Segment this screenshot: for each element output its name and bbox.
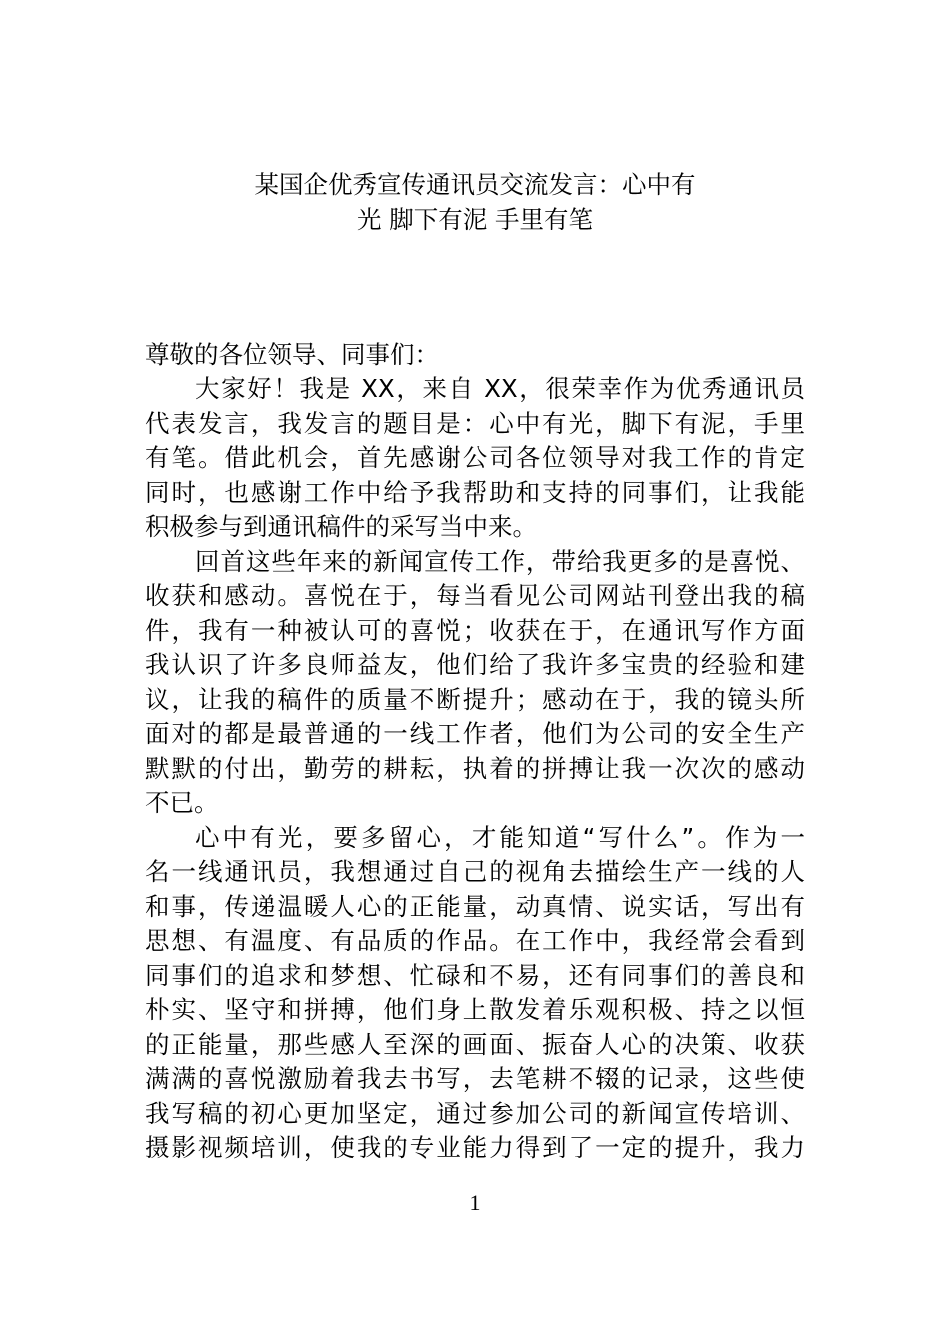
- paragraph-line: 同时，也感谢工作中给予我帮助和支持的同事们，让我能: [145, 477, 805, 507]
- paragraph-line: 不已。: [145, 788, 219, 817]
- paragraph-line: 名一线通讯员，我想通过自己的视角去描绘生产一线的人: [145, 857, 805, 886]
- paragraph-line: 和事，传递温暖人心的正能量，动真情、说实话，写出有: [145, 891, 805, 921]
- paragraph-line: 同事们的追求和梦想、忙碌和不易，还有同事们的善良和: [145, 960, 805, 990]
- paragraph-line: 面对的都是最普通的一线工作者，他们为公司的安全生产: [145, 719, 805, 748]
- document-title: [145, 168, 805, 237]
- paragraph-line: 议，让我的稿件的质量不断提升；感动在于，我的镜头所: [145, 684, 805, 714]
- paragraph-line: 收获和感动。喜悦在于，每当看见公司网站刊登出我的稿: [145, 581, 805, 610]
- document-body: [145, 372, 805, 1166]
- paragraph-1: [145, 372, 805, 545]
- paragraph-line: 思想、有温度、有品质的作品。在工作中，我经常会看到: [145, 926, 805, 955]
- paragraph-line: 有笔。借此机会，首先感谢公司各位领导对我工作的肯定: [145, 443, 805, 472]
- paragraph-line: 的正能量，那些感人至深的画面、振奋人心的决策、收获: [145, 1029, 805, 1059]
- title-line: 某国企优秀宣传通讯员交流发言：心中有: [254, 170, 696, 199]
- paragraph-line: 回首这些年来的新闻宣传工作，带给我更多的是喜悦、: [195, 546, 805, 576]
- paragraph-line: 我认识了许多良师益友，他们给了我许多宝贵的经验和建: [145, 650, 805, 679]
- paragraph-line: 大家好！我是 XX，来自 XX，很荣幸作为优秀通讯员: [195, 374, 805, 403]
- paragraph-line: 件，我有一种被认可的喜悦；收获在于，在通讯写作方面: [145, 615, 805, 645]
- page-number: 1: [469, 1190, 481, 1215]
- paragraph-2: [145, 545, 805, 821]
- paragraph-3: [145, 821, 805, 1166]
- salutation: 尊敬的各位领导、同事们：: [145, 340, 439, 369]
- paragraph-line: 心中有光，要多留心，才能知道“写什么”。作为一: [195, 822, 805, 852]
- paragraph-line: 朴实、坚守和拼搏，他们身上散发着乐观积极、持之以恒: [145, 995, 805, 1024]
- paragraph-line: 代表发言，我发言的题目是：心中有光，脚下有泥，手里: [145, 408, 805, 438]
- paragraph-line: 我写稿的初心更加坚定，通过参加公司的新闻宣传培训、: [145, 1098, 805, 1128]
- paragraph-line: 满满的喜悦激励着我去书写，去笔耕不辍的记录，这些使: [145, 1064, 805, 1093]
- paragraph-line: 默默的付出，勤劳的耕耘，执着的拼搏让我一次次的感动: [145, 753, 805, 783]
- title-line: 光 脚下有泥 手里有笔: [356, 204, 594, 234]
- paragraph-line: 摄影视频培训，使我的专业能力得到了一定的提升，我力: [145, 1133, 805, 1162]
- paragraph-line: 积极参与到通讯稿件的采写当中来。: [145, 512, 537, 541]
